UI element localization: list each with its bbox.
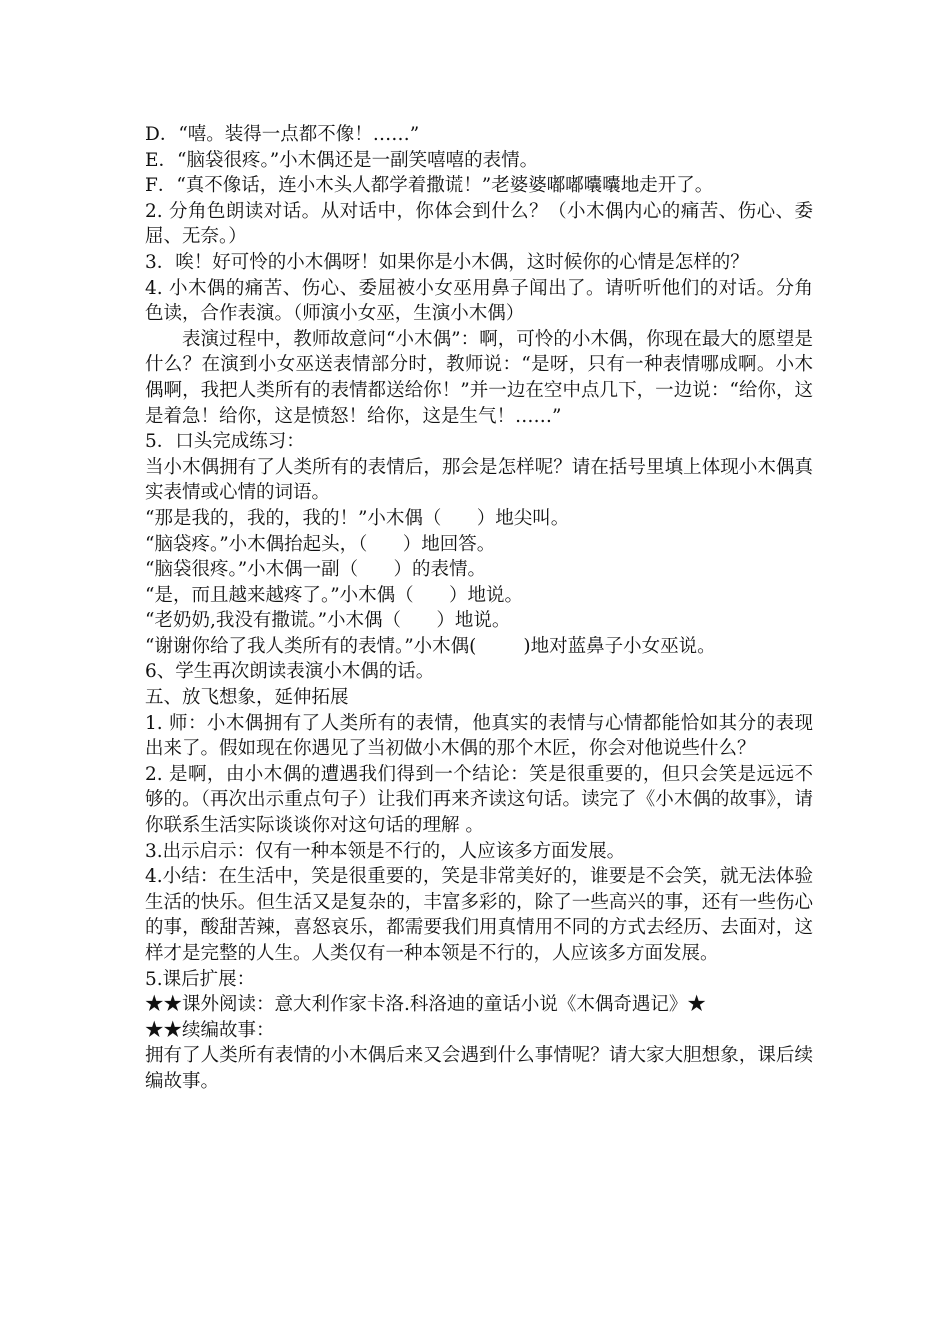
paragraph: 2. 是啊，由小木偶的遭遇我们得到一个结论：笑是很重要的，但只会笑是远远不够的。（再次出示重点句子）让我们再来齐读这句话。读完了《小木偶的故事》，请你联系生活实际谈谈你对这句话的理解 。 [145, 763, 813, 837]
paragraph: “那是我的，我的，我的！”小木偶（ ）地尖叫。 [145, 507, 570, 529]
paragraph: “谢谢你给了我人类所有的表情。”小木偶( )地对蓝鼻子小女巫说。 [145, 635, 716, 657]
paragraph: 表演过程中，教师故意问“小木偶”：啊，可怜的小木偶，你现在最大的愿望是什么？在演到小女巫送表情部分时，教师说：“是呀，只有一种表情哪成啊。小木偶啊，我把人类所有的表情都送给你！”并一边在空中点几下，一边说：“给你，这是着急！给你，这是愤怒！给你，这是生气！……” [145, 328, 813, 427]
paragraph: E．“脑袋很疼。”小木偶还是一副笑嘻嘻的表情。 [145, 149, 539, 171]
paragraph: 4. 小木偶的痛苦、伤心、委屈被小女巫用鼻子闻出了。请听听他们的对话。分角色读，合作表演。（师演小女巫，生演小木偶） [145, 277, 813, 325]
paragraph: D．“嘻。装得一点都不像！……” [145, 124, 420, 145]
paragraph: “老奶奶,我没有撒谎。”小木偶（ ）地说。 [145, 610, 511, 632]
paragraph: “脑袋很疼。”小木偶一副（ ）的表情。 [145, 559, 486, 581]
paragraph: 2. 分角色朗读对话。从对话中，你体会到什么？（小木偶内心的痛苦、伤心、委屈、无奈。） [145, 200, 813, 248]
paragraph: “脑袋疼。”小木偶抬起头，（ ）地回答。 [145, 533, 496, 555]
paragraph: 五、放飞想象，延伸拓展 [145, 687, 349, 709]
paragraph: 6、学生再次朗读表演小木偶的话。 [145, 661, 435, 683]
paragraph: 5．口头完成练习： [145, 431, 305, 453]
paragraph: “是，而且越来越疼了。”小木偶（ ）地说。 [145, 584, 523, 606]
paragraph: 1. 师：小木偶拥有了人类所有的表情，他真实的表情与心情都能恰如其分的表现出来了。假如现在你遇见了当初做小木偶的那个木匠，你会对他说些什么？ [145, 712, 813, 760]
paragraph: 3.出示启示：仅有一种本领是不行的，人应该多方面发展。 [145, 840, 626, 862]
paragraph: 拥有了人类所有表情的小木偶后来又会遇到什么事情呢？请大家大胆想象，课后续编故事。 [145, 1045, 813, 1092]
document-body [145, 122, 813, 1095]
paragraph: ★★续编故事： [145, 1019, 275, 1041]
paragraph: ★★课外阅读：意大利作家卡洛.科洛迪的童话小说《木偶奇遇记》★ [145, 994, 706, 1016]
paragraph: F．“真不像话，连小木头人都学着撒谎！”老婆婆嘟嘟囔囔地走开了。 [145, 175, 714, 197]
paragraph: 当小木偶拥有了人类所有的表情后，那会是怎样呢？请在括号里填上体现小木偶真实表情或心情的词语。 [145, 456, 813, 504]
paragraph: 3．唉！好可怜的小木偶呀！如果你是小木偶，这时候你的心情是怎样的？ [145, 251, 749, 273]
paragraph: 5.课后扩展： [145, 968, 256, 990]
paragraph: 4.小结：在生活中，笑是很重要的，笑是非常美好的，谁要是不会笑，就无法体验生活的快乐。但生活又是复杂的，丰富多彩的，除了一些高兴的事，还有一些伤心的事，酸甜苦辣，喜怒哀乐，都需要我们用真情用不同的方式去经历、去面对，这样才是完整的人生。人类仅有一种本领是不行的，人应该多方面发展。 [145, 866, 813, 964]
